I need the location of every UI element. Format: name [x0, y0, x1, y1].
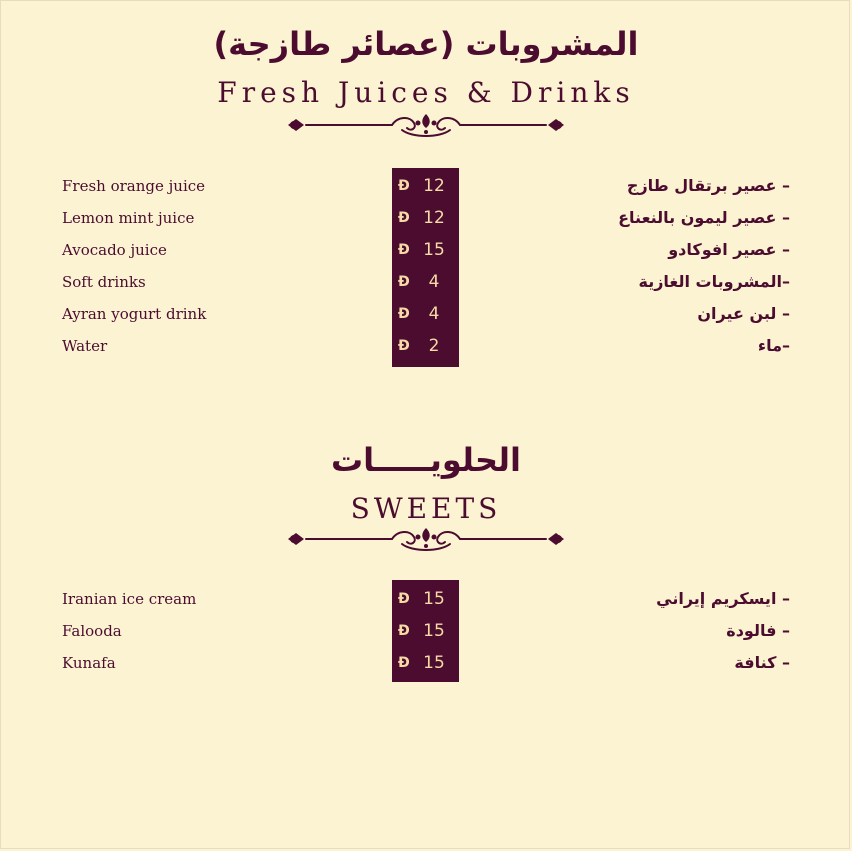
currency-symbol: Ð: [398, 242, 410, 258]
item-price: [392, 583, 459, 615]
price-amount: 4: [428, 272, 440, 292]
menu-item-row: [0, 170, 852, 202]
menu-item-row: [0, 298, 852, 330]
drinks-title-arabic: المشروبات (عصائر طازجة): [213, 25, 639, 63]
item-name-english: Iranian ice cream: [62, 590, 197, 608]
item-name-english: Fresh orange juice: [62, 177, 206, 195]
price-amount: 15: [423, 621, 445, 641]
item-name-arabic: – كنافة: [734, 653, 790, 672]
item-name-arabic: – عصير ليمون بالنعناع: [618, 208, 790, 227]
price-amount: 4: [428, 304, 440, 324]
menu-item-row: [0, 647, 852, 679]
item-price: [392, 647, 459, 679]
menu-item-row: [0, 266, 852, 298]
item-name-english: Lemon mint juice: [62, 209, 195, 227]
item-price: [392, 298, 459, 330]
price-amount: 12: [423, 176, 445, 196]
menu-item-row: [0, 234, 852, 266]
item-name-english: Kunafa: [62, 654, 116, 672]
item-price: [392, 266, 459, 298]
price-amount: 15: [423, 240, 445, 260]
currency-symbol: Ð: [398, 655, 410, 671]
item-price: [392, 202, 459, 234]
item-name-arabic: –ماء: [757, 336, 790, 355]
menu-item-row: [0, 330, 852, 362]
item-price: [392, 615, 459, 647]
ornament-divider-icon: [284, 110, 568, 140]
currency-symbol: Ð: [398, 274, 410, 290]
drinks-title-english: Fresh Juices & Drinks: [217, 76, 635, 109]
item-name-arabic: – عصير برتقال طازج: [626, 176, 790, 195]
currency-symbol: Ð: [398, 623, 410, 639]
item-name-english: Water: [62, 337, 108, 355]
currency-symbol: Ð: [398, 306, 410, 322]
item-name-english: Soft drinks: [62, 273, 146, 291]
price-amount: 2: [428, 336, 440, 356]
item-price: [392, 330, 459, 362]
menu-item-row: [0, 615, 852, 647]
item-name-english: Ayran yogurt drink: [62, 305, 207, 323]
sweets-title-arabic: الحلويـــــات: [330, 441, 522, 479]
item-name-arabic: – ايسكريم إيراني: [656, 589, 790, 608]
menu-item-row: [0, 583, 852, 615]
currency-symbol: Ð: [398, 178, 410, 194]
item-name-arabic: – لبن عيران: [697, 304, 790, 323]
currency-symbol: Ð: [398, 591, 410, 607]
menu-item-row: [0, 202, 852, 234]
price-amount: 15: [423, 589, 445, 609]
item-name-arabic: –المشروبات الغازية: [638, 272, 790, 291]
item-price: [392, 234, 459, 266]
item-name-arabic: – عصير افوكادو: [668, 240, 790, 259]
price-amount: 12: [423, 208, 445, 228]
item-name-arabic: – فالودة: [726, 621, 790, 640]
item-name-english: Falooda: [62, 622, 122, 640]
ornament-divider-icon: [284, 524, 568, 554]
item-name-english: Avocado juice: [62, 241, 167, 259]
item-price: [392, 170, 459, 202]
sweets-title-english: SWEETS: [350, 492, 502, 525]
currency-symbol: Ð: [398, 338, 410, 354]
price-amount: 15: [423, 653, 445, 673]
currency-symbol: Ð: [398, 210, 410, 226]
